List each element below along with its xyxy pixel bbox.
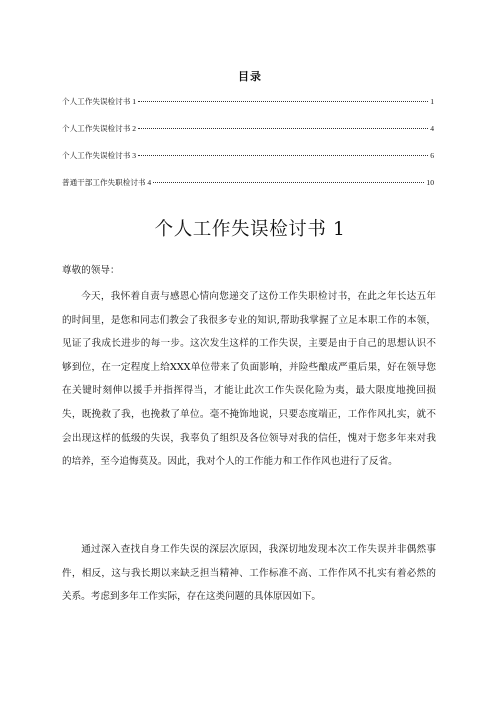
body-paragraph: 通过深入查找自身工作失误的深层次原因，我深切地发现本次工作失误并非偶然事件，相反，这与我长期以来缺乏担当精神、工作标准不高、工作作风不扎实有着必然的关系。考虑到多年工作实际，存在这类问题的具体原因如下。 — [62, 544, 436, 603]
salutation: 尊敬的领导： — [62, 265, 120, 276]
toc-entry[interactable] — [62, 123, 434, 150]
toc-entry[interactable] — [62, 150, 434, 177]
body-paragraph: 今天，我怀着自责与感恩心情向您递交了这份工作失职检讨书，在此之年长达五年的时间里，是您和同志们教会了我很多专业的知识,帮助我掌握了立足本职工作的本领，见证了我成长进步的每一步。这次发生这样的工作失误，主要是由于自己的思想认识不够到位，在一定程度上给XXX单位带来了负面影响，并险些酿成严重后果，好在领导您在关键时刻伸以援手并指挥得当，才能让此次工作失误化险为夷，最大限度地挽回损失，既挽救了我，也挽救了单位。毫不掩饰地说，只要态度端正，工作作风扎实，就不会出现这样的低级的失误，我辜负了组织及各位领导对我的信任，愧对于您多年来对我的培养，至今追悔莫及。因此，我对个人的工作能力和工作作风也进行了反省。 — [62, 291, 436, 468]
toc-entry[interactable] — [62, 177, 434, 204]
toc-leader-dots — [138, 128, 428, 129]
toc-leader-dots — [153, 182, 424, 183]
toc-entry-page: 1 — [430, 97, 434, 106]
toc-entry-page: 6 — [430, 151, 434, 160]
toc-entry-label: 个人工作失误检讨书 1 — [62, 97, 137, 106]
toc-entry-label: 个人工作失误检讨书 2 — [62, 124, 137, 133]
toc-entry-label: 普通干部工作失职检讨书 4 — [62, 178, 152, 187]
toc-title: 目录 — [238, 70, 262, 83]
toc-entry-page: 4 — [430, 124, 434, 133]
document-title: 个人工作失误检讨书 1 — [154, 219, 346, 240]
toc-entry[interactable] — [62, 96, 434, 123]
toc-leader-dots — [138, 101, 428, 102]
table-of-contents — [62, 96, 434, 204]
toc-leader-dots — [138, 155, 428, 156]
toc-entry-page: 10 — [426, 178, 434, 187]
toc-entry-label: 个人工作失误检讨书 3 — [62, 151, 137, 160]
